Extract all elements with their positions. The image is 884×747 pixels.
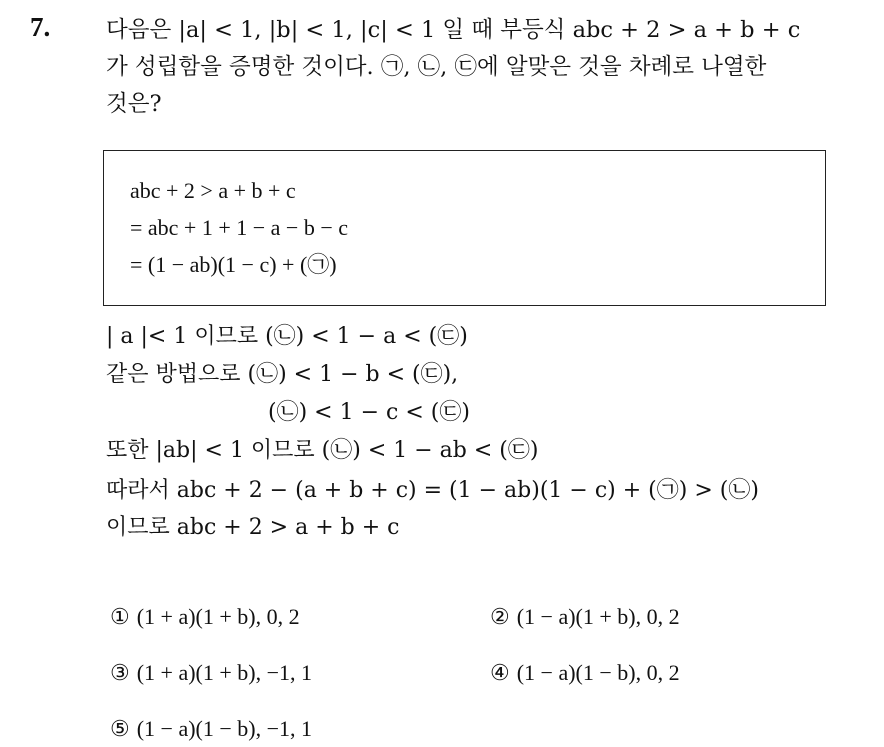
proof-box-line-1: abc + 2 > a + b + c [130, 178, 296, 203]
choice-3-marker: ③ [110, 661, 130, 686]
choice-4[interactable] [490, 658, 680, 689]
proof-box [103, 150, 826, 306]
proof-step-2: 같은 방법으로 (㉡) < 1 − b < (㉢), [106, 362, 459, 387]
stem-line-1: 다음은 |a| < 1, |b| < 1, |c| < 1 일 때 부등식 abc + 2 > a + b + c [106, 17, 801, 43]
choice-2-text: (1 − a)(1 + b), 0, 2 [516, 604, 680, 629]
choice-2[interactable] [490, 602, 680, 633]
proof-step-1: | a |< 1 이므로 (㉡) < 1 − a < (㉢) [106, 324, 468, 349]
choice-5-text: (1 − a)(1 − b), −1, 1 [136, 716, 313, 741]
choice-3-text: (1 + a)(1 + b), −1, 1 [136, 660, 313, 685]
proof-box-line-3: = (1 − ab)(1 − c) + (㉠) [130, 252, 337, 277]
choice-1-text: (1 + a)(1 + b), 0, 2 [136, 604, 300, 629]
choice-2-marker: ② [490, 605, 510, 630]
proof-box-line-2: = abc + 1 + 1 − a − b − c [130, 215, 349, 240]
choice-5-marker: ⑤ [110, 717, 130, 742]
proof-step-5: 따라서 abc + 2 − (a + b + c) = (1 − ab)(1 − c) + (㉠) > (㉡) [106, 478, 759, 503]
stem-line-3: 것은? [106, 91, 162, 117]
choice-3[interactable] [110, 658, 312, 689]
proof-step-3: (㉡) < 1 − c < (㉢) [268, 400, 470, 425]
proof-step-4: 또한 |ab| < 1 이므로 (㉡) < 1 − ab < (㉢) [106, 438, 539, 463]
proof-step-6: 이므로 abc + 2 > a + b + c [106, 515, 400, 540]
choice-5[interactable] [110, 714, 312, 745]
choice-1-marker: ① [110, 605, 130, 630]
choice-4-marker: ④ [490, 661, 510, 686]
choice-4-text: (1 − a)(1 − b), 0, 2 [516, 660, 680, 685]
question-number: 7. [30, 12, 51, 42]
choice-1[interactable] [110, 602, 300, 633]
stem-line-2: 가 성립함을 증명한 것이다. ㉠, ㉡, ㉢에 알맞은 것을 차례로 나열한 [106, 54, 767, 80]
